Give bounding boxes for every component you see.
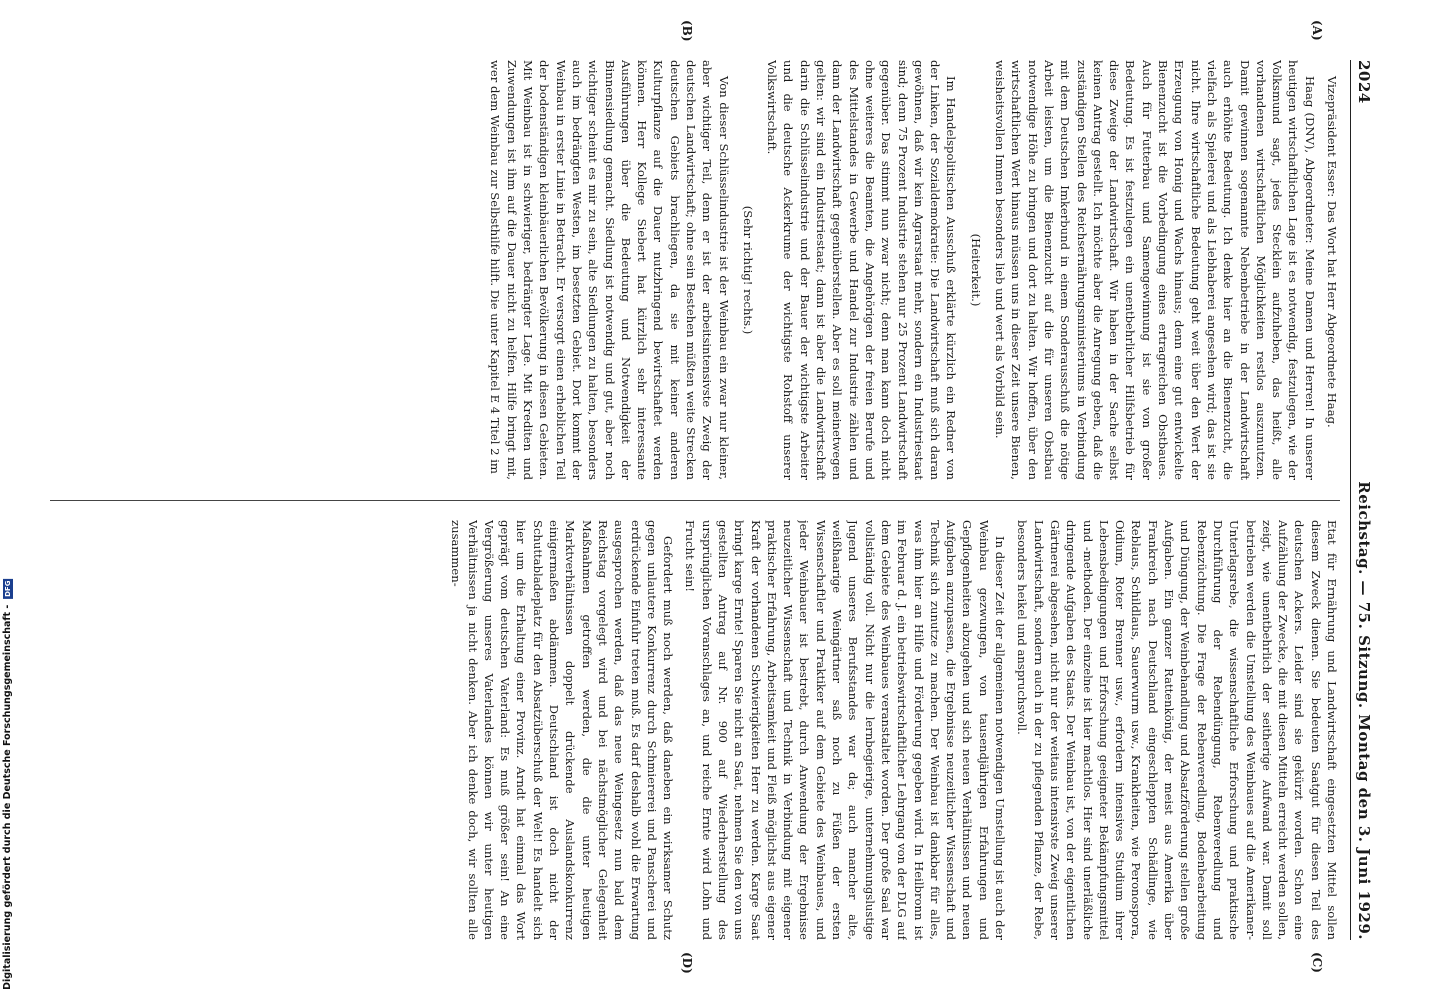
paragraph: Vizepräsident Esser: Das Wort hat Herr Abgeordnete Haag.	[1325, 76, 1339, 428]
paragraph: Haag (DNV), Abgeordneter: Meine Damen und Herren! In unserer heutigen wirtschaftlichen Lage ist es notwendig, festzulegen, wie der Volksmund sagt, jedes Stecklein aufzuheben, das heißt, alle vorhandenen wirtschaftlichen Möglichkeiten restlos auszunutzen. Damit gewinnen sogenannte Nebenbetriebe in der Landwirtschaft auch erhöhte Bedeutung. Ich denke hier an die Bienenzucht, die vielfach als Spielerei und als Liebhaberei angesehen wird; das ist sie nicht. Ihre wirtschaftliche Bedeutung geht weit über den Wert der Erzeugung von Honig und Wachs hinaus; denn eine gut entwickelte Bienenzucht ist die Vorbedingung eines ertragreichen Obstbaues. Auch für Futterbau und Samengewinnung ist sie von großer Bedeutung. Es ist festzulegen ein unentbehrlicher Hilfsbetrieb für diese Zweige der Landwirtschaft. Wir haben in der Sache selbst keinen Antrag gestellt. Ich möchte aber die Anregung geben, daß die zuständigen Stellen des Reichsernährungsministeriums in Verbindung mit dem Deutschen Imkerbund in einem Sonderausschuß die nötige Arbeit leisten, um die Bienenzucht auf die für unseren Obstbau notwendige Höhe zu bringen und dort zu halten. Wir hoffen, über den wirtschaftlichen Wert hinaus müssen uns in dieser Zeit unsere Bienen, weisheitsvollen Immen besonders lieb und wert als Vorbild sein.	[993, 60, 1317, 480]
running-title: Reichstag. — 75. Sitzung. Montag den 3. Juni 1929.	[1355, 481, 1373, 940]
margin-marker-c: (C)	[1310, 952, 1324, 973]
page-number: 2024	[1355, 60, 1373, 104]
digitization-credit	[2, 579, 13, 990]
left-column	[50, 60, 1340, 480]
paragraph: Von dieser Schlüsselindustrie ist der Weinbau ein zwar nur kleiner, aber wichtiger Teil, denn er ist der arbeitsintensivste Zweig der deutschen Landwirtschaft; ohne sein Bestehen müßten weite Strecken deutschen Gebiets brachliegen, da sie mit keiner anderen Kulturpflanze auf die Dauer nutzbringend bewirtschaftet werden können. Herr Kollege Siebert hat kürzlich sehr interessante Ausführungen über die Bedeutung und Notwendigkeit der Binnensiedlung gemacht. Siedlung ist notwendig und gut, aber noch wichtiger scheint es mir zu sein, alte Siedlungen zu halten, besonders auch im bedrängten Westen, im besetzten Gebiet. Dort kommt der Weinbau in erster Linie in Betracht. Er versorgt einen erheblichen Teil der bodenständigen kleinbäuerlichen Bevölkerung in diesen Gebieten. Mit Weinbau ist in schwieriger, bedrängter Lage. Mit Krediten und Zuwendungen ist ihm auf die Dauer nicht zu helfen. Hilfe bringt mit, wer dem Weinbau zur Selbsthilfe hilft. Die unter Kapitel E 4 Titel 2 im	[488, 60, 731, 480]
page-header	[1350, 60, 1384, 940]
column-divider	[50, 500, 1340, 501]
right-column	[50, 520, 1340, 940]
interjection: (Heiterkeit.)	[968, 233, 983, 307]
paragraph: Im Handelspolitischen Ausschuß erklärte kürzlich ein Redner von der Linken, der Sozialdemokratie: Die Landwirtschaft muß sich daran gewöhnen, daß wir kein Agrarstaat mehr, sondern ein Industriestaat sind; denn 75 Prozent Industrie stehen nur 25 Prozent Landwirtschaft gegenüber. Das stimmt nun zwar nicht; denn man kann doch nicht ohne weiteres die Beamten, die Angehörigen der freien Berufe und des Mittelstandes in Gewerbe und Handel zur Industrie zählen und dann der Landwirtschaft gegenüberstellen. Aber es soll meinetwegen gelten: wir sind ein Industriestaat; dann ist aber die Landwirtschaft darin die Schlüsselindustrie und der Bauer der wichtigste Arbeiter und die deutsche Ackerkrume der wichtigste Rohstoff unserer Volkswirtschaft.	[765, 60, 959, 480]
margin-marker-d: (D)	[680, 952, 694, 974]
margin-marker-a: (A)	[1310, 20, 1324, 41]
paragraph: Etat für Ernährung und Landwirtschaft eingesetzten Mittel sollen diesem Zweck dienen. Sie bedeuten Saatgut für diesen Teil des deutschen Ackers. Leider sind sie gekürzt worden. Schon eine Aufzählung der Zwecke, die mit diesen Mitteln erreicht werden sollen, zeigt, wie unentbehrlich der seitherige Aufwand war. Damit soll betrieben werden die Umstellung des Weinbaues auf die Amerikaner-Unterlagsrebe, die wissenschaftliche Erforschung und praktische Durchführung der Rebendüngung, Rebenveredlung und Rebenzüchtung. Die Frage der Rebenveredlung, Bodenbearbeitung und Düngung, der Weinbehandlung und Absatzförderung stellen große Aufgaben. Ein ganzer Rattenkönig, der meist aus Amerika über Frankreich nach Deutschland eingeschleppten Schädlinge, wie Reblaus, Schildlaus, Sauerwurm usw., Krankheiten, wie Peronospora, Oidium, Roter Brenner usw., erfordern intensives Studium ihrer Lebensbedingungen und Erforschung geeigneter Bekämpfungsmittel und -methoden. Der einzelne ist hier machtlos. Hier sind unerläßliche dringende Aufgaben des Staats. Der Weinbau ist, von der eigentlichen Gärtnerei abgesehen, nicht nur der weitaus intensivste Zweig unserer Landwirtschaft, sondern auch in der zu pflegenden Pflanze, der Rebe, besonders heikel und anspruchsvoll.	[1015, 520, 1339, 940]
dfg-logo: DFG	[4, 581, 12, 598]
paragraph: In dieser Zeit der allgemeinen notwendigen Umstellung ist auch der Weinbau gezwungen, von tausendjährigen Erfahrungen und Gepflogenheiten abzugehen und sich neuen Verhältnissen und neuen Aufgaben anzupassen, die Ergebnisse neuzeitlicher Wissenschaft und Technik sich zunutze zu machen. Der Weinbau ist dankbar für alles, was ihm hier an Hilfe und Förderung gegeben wird. In Heilbronn ist im Februar d. J. ein betriebswirtschaftlicher Lehrgang von der DLG auf dem Gebiete des Weinbaues veranstaltet worden. Der große Saal war vollständig voll. Nicht nur die lernbegierige, unternehmungslustige Jugend unseres Berufsstandes war da; auch mancher alte, weißhaarige Weingärtner saß noch zu Füßen der ersten Wissenschaftler und Praktiker auf dem Gebiete des Weinbaues, und jeder Weinbauer ist bestrebt, durch Anwendung der Ergebnisse neuzeitlicher Wissenschaft und Technik in Verbindung mit eigener praktischer Erfahrung, Arbeitsamkeit und Fleiß möglichst aus eigener Kraft der vorhandenen Schwierigkeiten Herr zu werden. Karge Saat bringt karge Ernte! Sparen Sie nicht an Saat, nehmen Sie den von uns gestellten Antrag auf Nr. 900 auf Wiederherstellung des ursprünglichen Voranschlages an, und reiche Ernte wird Lohn und Frucht sein!	[683, 520, 1008, 940]
digitization-credit-strip	[0, 0, 22, 1000]
credit-text: Digitalisierung gefördert durch die Deutsche Forschungsgemeinschaft -	[2, 604, 13, 990]
paragraph: Gefordert muß noch werden, daß daneben ein wirksamer Schutz gegen unlautere Konkurrenz durch Schmiererei und Panscherei und erdrückende Einfuhr treten muß. Es darf deshalb wohl die Erwartung ausgesprochen werden, daß das neue Weingesetz nun bald dem Reichstag vorgelegt wird und bei nächstmöglicher Gelegenheit Maßnahmen getroffen werden, die die unter heutigen Marktverhältnissen doppelt drückende Auslandskonkurrenz einigermaßen abdämmen. Deutschland ist doch nicht der Schuttabladeplatz für den Absatzüberschuß der Welt! Es handelt sich hier um die Erhaltung einer Provinz. Arndt hat einmal das Wort geprägt vom deutschen Vaterland: Es muß größer sein! An eine Vergrößerung unseres Vaterlandes können wir unter heutigen Verhältnissen ja nicht denken. Aber ich denke doch, wir sollten alle zusammen-	[449, 520, 676, 940]
margin-marker-b: (B)	[680, 20, 694, 42]
page-content	[44, 20, 1384, 974]
interjection: (Sehr richtig! rechts.)	[740, 205, 755, 335]
